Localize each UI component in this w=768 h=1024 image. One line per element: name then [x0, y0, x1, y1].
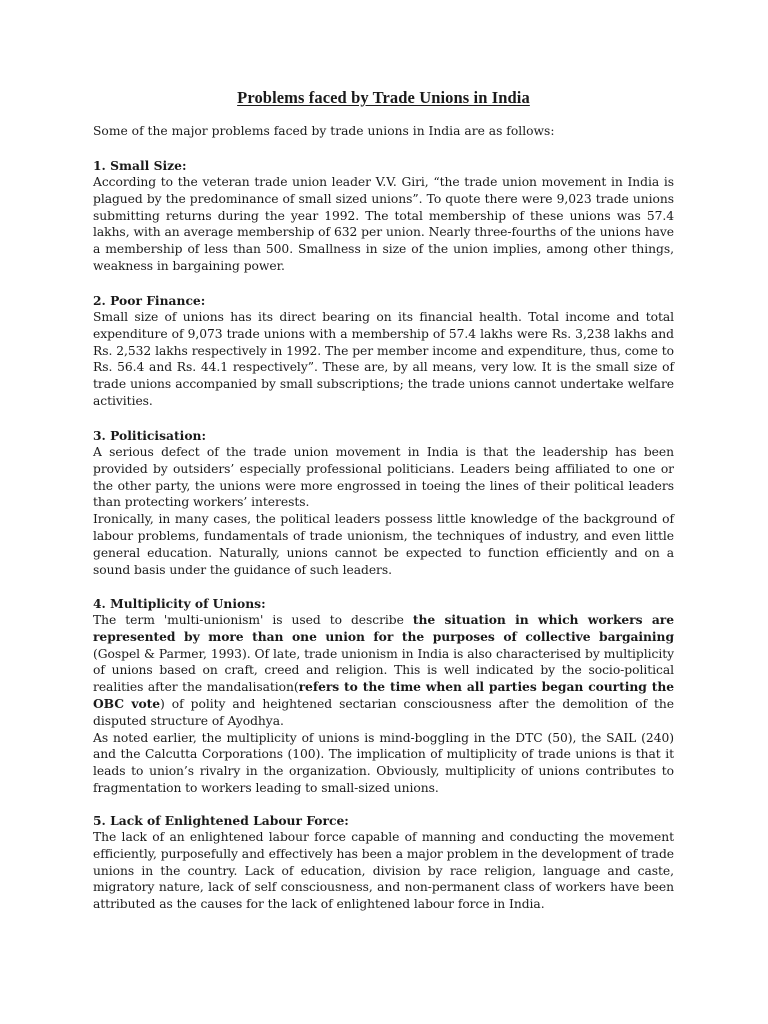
section-small-size [93, 157, 674, 275]
section-paragraph: A serious defect of the trade union movement in India is that the leadership has been provided by outsiders’ especially professional politicians. Leaders being affiliated to one or the other party, the unions were more engrossed in toeing the lines of their political leaders than protecting workers’ interests. [93, 445, 674, 510]
section-heading: 5. Lack of Enlightened Labour Force: [93, 813, 349, 828]
paragraph-text: (Gospel & Parmer, 1993). Of late, trade unionism in India is also characterised by multiplicity of unions based on craft, creed and religion. This is well indicated by the socio-political realities after the mandalisation( [93, 646, 674, 695]
paragraph-text: ) of polity and heightened sectarian consciousness after the demolition of the disputed structure of Ayodhya. [93, 696, 674, 728]
section-paragraph: As noted earlier, the multiplicity of unions is mind-boggling in the DTC (50), the SAIL (240) and the Calcutta Corporations (100). The implication of multiplicity of trade unions is that it leads to union’s rivalry in the organization. Obviously, multiplicity of unions contributes to fragmentation to workers leading to small-sized unions. [93, 730, 674, 795]
section-paragraph: Ironically, in many cases, the political leaders possess little knowledge of the background of labour problems, fundamentals of trade unionism, the techniques of industry, and even little general education. Naturally, unions cannot be expected to function efficiently and on a sound basis under the guidance of such leaders. [93, 512, 674, 577]
section-poor-finance [93, 292, 674, 410]
section-heading: 1. Small Size: [93, 158, 187, 173]
bold-definition-text: the situation in which workers are represented by more than one union for the purposes of collective bargaining [93, 612, 674, 644]
paragraph-text: The term 'multi-unionism' is used to describe [93, 613, 413, 627]
section-paragraph [93, 612, 674, 730]
section-politicisation [93, 427, 674, 578]
section-lack-of-enlightened-labour [93, 812, 674, 913]
section-heading: 3. Politicisation: [93, 428, 207, 443]
section-heading: 4. Multiplicity of Unions: [93, 596, 266, 611]
section-paragraph: Small size of unions has its direct bearing on its financial health. Total income and total expenditure of 9,073 trade unions with a membership of 57.4 lakhs were Rs. 3,238 lakhs and Rs. 2,532 lakhs respectively in 1992. The per member income and expenditure, thus, come to Rs. 56.4 and Rs. 44.1 respectively”. These are, by all means, very low. It is the small size of trade unions accompanied by small subscriptions; the trade unions cannot undertake welfare activities. [93, 310, 674, 408]
section-paragraph: According to the veteran trade union leader V.V. Giri, “the trade union movement in India is plagued by the predominance of small sized unions”. To quote there were 9,023 trade unions submitting returns during the year 1992. The total membership of these unions was 57.4 lakhs, with an average membership of 632 per union. Nearly three-fourths of the unions have a membership of less than 500. Smallness in size of the union implies, among other things, weakness in bargaining power. [93, 175, 674, 273]
section-heading: 2. Poor Finance: [93, 293, 206, 308]
bold-aside-text: refers to the time when all parties began courting the OBC vote [93, 679, 675, 711]
section-multiplicity-of-unions [93, 595, 674, 797]
document-title: Problems faced by Trade Unions in India [237, 88, 530, 107]
section-paragraph: The lack of an enlightened labour force capable of manning and conducting the movement efficiently, purposefully and effectively has been a major problem in the development of trade unions in the country. Lack of education, division by race religion, language and caste, migratory nature, lack of self consciousness, and non-permanent class of workers have been attributed as the causes for the lack of enlightened labour force in India. [93, 830, 674, 912]
intro-text: Some of the major problems faced by trade unions in India are as follows: [93, 124, 555, 138]
